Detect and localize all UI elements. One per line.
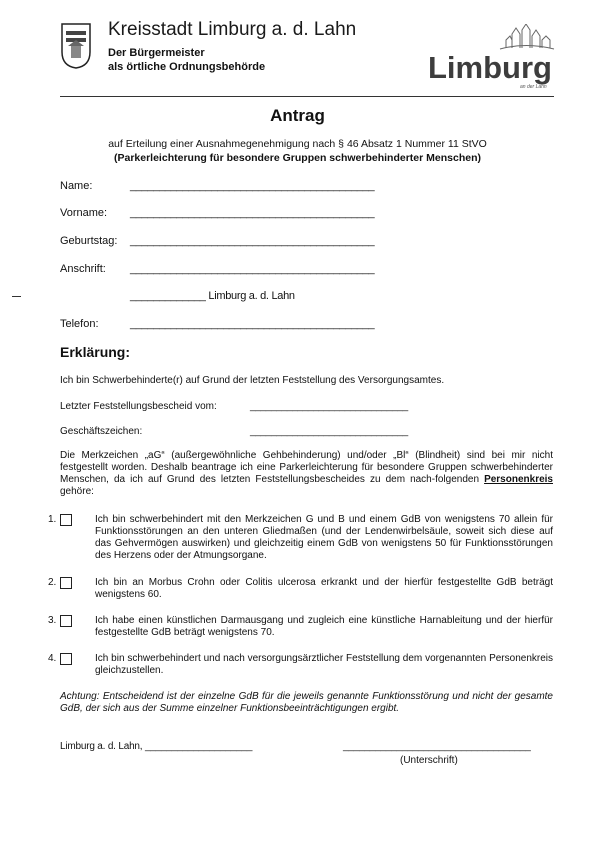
- limburg-logo: [426, 24, 556, 90]
- geburtstag-field[interactable]: __________________________________________: [130, 235, 375, 247]
- logo-wordmark: Limburg: [428, 50, 552, 85]
- declaration-paragraph: [60, 450, 553, 498]
- header-divider: [60, 96, 554, 97]
- org-subtitle-line1: Der Bürgermeister: [108, 47, 205, 59]
- fold-mark: [12, 296, 21, 297]
- declaration-intro: Ich bin Schwerbehinderte(r) auf Grund der letzten Feststellung des Versorgungsamtes.: [60, 375, 445, 386]
- bescheid-field[interactable]: ______________________________: [250, 401, 408, 412]
- option-4-number: 4.: [48, 653, 57, 664]
- postcode-city-field[interactable]: _____________ Limburg a. d. Lahn: [130, 290, 295, 302]
- org-subtitle: [108, 46, 265, 74]
- declaration-paragraph-text: Die Merkzeichen „aG“ (außergewöhnliche Gehbehinderung) und/oder „Bl“ (Blindheit) sind bei mir nicht festgestellt worden. Deshalb beantrage ich eine Parkerleichterung für besondere Gruppen schwerbehinderter Menschen, da ich auf Grund des letzten Feststellungsbescheides zu dem nach-folgenden: [60, 450, 553, 485]
- signature-label: (Unterschrift): [400, 755, 458, 766]
- option-4-text: Ich bin schwerbehindert und nach versorgungsärztlicher Feststellung dem vorgenannten Personenkreis gleichzustellen.: [95, 653, 553, 676]
- form-heading: Antrag: [270, 106, 325, 125]
- option-3-text: Ich habe einen künstlichen Darmausgang und zugleich eine künstliche Harnableitung und der hierfür festgestellte GdB beträgt wenigstens 70.: [95, 615, 553, 638]
- option-2-checkbox[interactable]: [60, 577, 72, 589]
- coat-of-arms-icon: [60, 22, 92, 70]
- name-field[interactable]: __________________________________________: [130, 180, 375, 192]
- geburtstag-label: Geburtstag:: [60, 235, 118, 247]
- option-4-checkbox[interactable]: [60, 653, 72, 665]
- place-date-field[interactable]: Limburg a. d. Lahn, ____________________: [60, 741, 253, 752]
- anschrift-label: Anschrift:: [60, 263, 106, 275]
- telefon-field[interactable]: __________________________________________: [130, 318, 375, 330]
- telefon-label: Telefon:: [60, 318, 99, 330]
- option-2-number: 2.: [48, 577, 57, 588]
- option-2-text: Ich bin an Morbus Crohn oder Colitis ulcerosa erkrankt und der hierfür festgestellte GdB beträgt wenigstens 60.: [95, 577, 553, 600]
- declaration-title: Erklärung:: [60, 344, 131, 360]
- org-subtitle-line2: als örtliche Ordnungsbehörde: [108, 61, 266, 73]
- org-title: Kreisstadt Limburg a. d. Lahn: [108, 19, 357, 40]
- name-label: Name:: [60, 180, 93, 192]
- geschaeftszeichen-field[interactable]: ______________________________: [250, 426, 408, 437]
- form-subheading: auf Erteilung einer Ausnahmegenehmigung nach § 46 Absatz 1 Nummer 11 StVO: [108, 138, 487, 150]
- anschrift-field[interactable]: __________________________________________: [130, 263, 375, 275]
- option-3-checkbox[interactable]: [60, 615, 72, 627]
- gdb-note: Achtung: Entscheidend ist der einzelne GdB für die jeweils genannte Funktionsstörung und nicht der gesamte GdB, der sich aus der Summe einzelner Funktionsbeeinträchtigungen ergibt.: [60, 691, 553, 714]
- declaration-paragraph-end: gehöre:: [60, 486, 94, 497]
- option-1-checkbox[interactable]: [60, 514, 72, 526]
- option-3-number: 3.: [48, 615, 57, 626]
- form-subheading-bold: (Parkerleichterung für besondere Gruppen schwerbehinderter Menschen): [113, 152, 481, 164]
- option-1-text: Ich bin schwerbehindert mit den Merkzeichen G und B und einem GdB von wenigstens 70 allein für Funktionsstörungen an den unteren Gliedmaßen (und der Lendenwirbelsäule, soweit sich diese auf das Gehvermögen auswirken) und gleichzeitig einem GdB von wenigstens 50 für Funktionsstörungen des Herzens oder der Atmungsorgane.: [95, 514, 553, 561]
- bescheid-label: Letzter Feststellungsbescheid vom:: [60, 401, 217, 412]
- vorname-label: Vorname:: [60, 207, 108, 219]
- signature-field[interactable]: ___________________________________: [343, 741, 531, 752]
- geschaeftszeichen-label: Geschäftszeichen:: [60, 426, 143, 437]
- logo-tagline: an der Lahn: [520, 84, 547, 90]
- vorname-field[interactable]: __________________________________________: [130, 207, 375, 219]
- personenkreis-link: Personenkreis: [484, 474, 553, 485]
- option-1-number: 1.: [48, 514, 57, 525]
